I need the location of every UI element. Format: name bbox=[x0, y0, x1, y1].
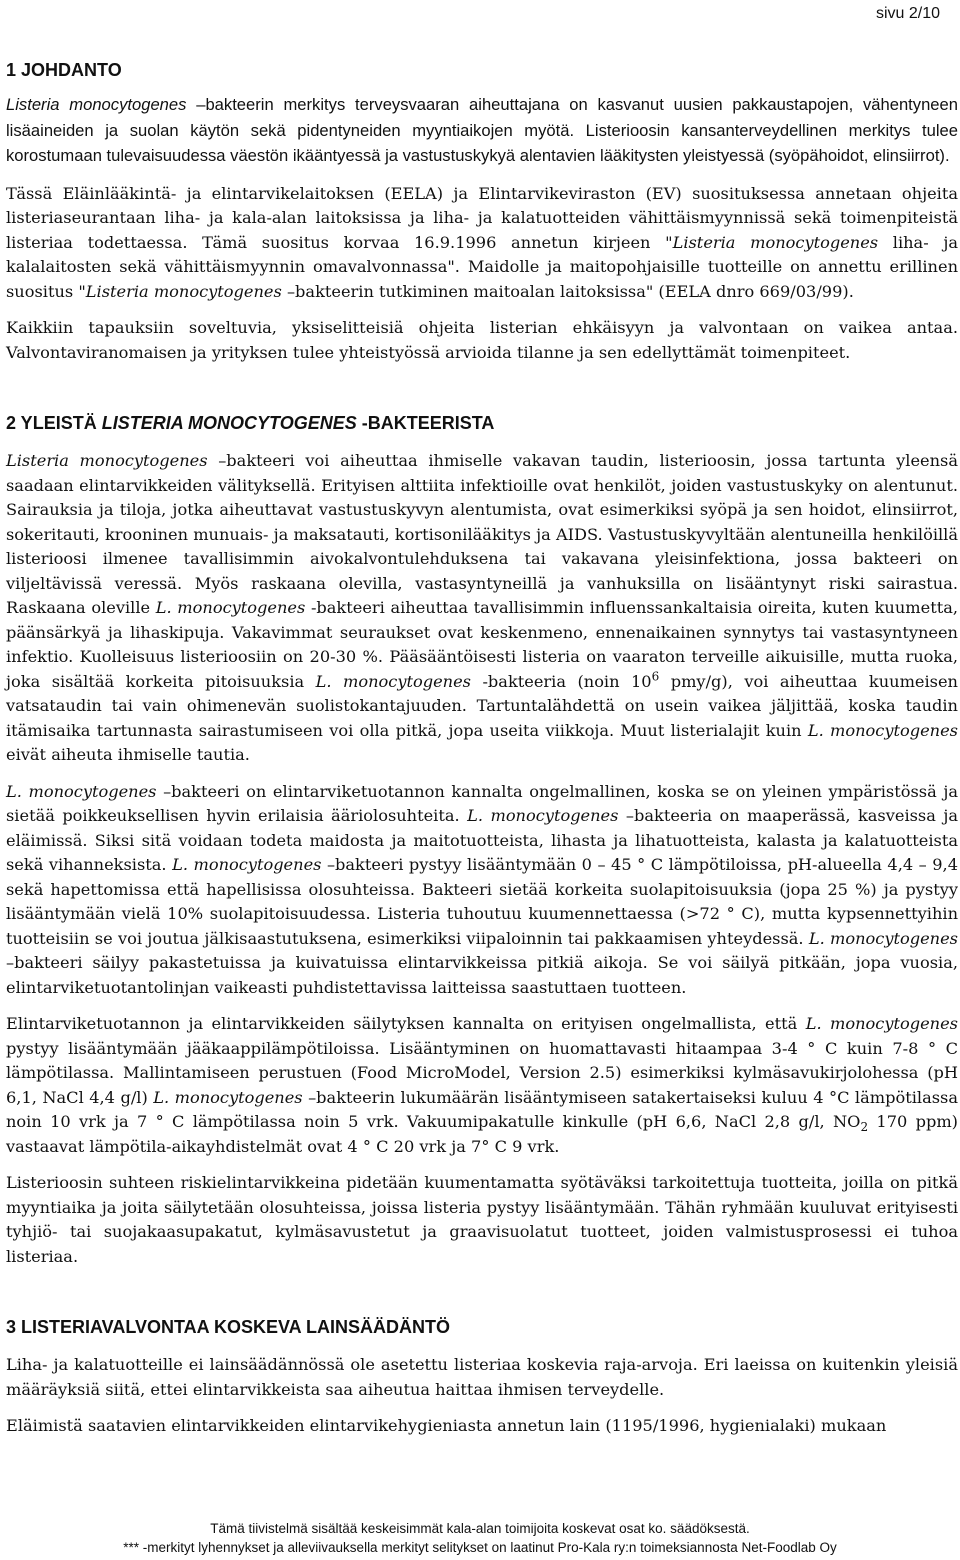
section-1-heading: 1 JOHDANTO bbox=[6, 60, 122, 80]
section-1-paragraph-1: Listeria monocytogenes –bakteerin merkitys terveysvaaran aiheuttajana on kasvanut uusien pakkaustapojen, vähentyneen lisäaineiden ja suolan käytön sekä pidentyneiden myyntiaikojen myötä. Listerioosin kansanterveydellinen merkitys tulee korostumaan tulevaisuudessa väestön ikääntyessä ja vastustuskykyä alentavien lääkitysten yleistyessä (syöpähoidot, elinsiirrot). bbox=[6, 95, 958, 165]
section-2-heading: 2 YLEISTÄ LISTERIA MONOCYTOGENES -BAKTEERISTA bbox=[6, 413, 495, 433]
section-2-paragraph-1: Listeria monocytogenes –bakteeri voi aiheuttaa ihmiselle vakavan taudin, listerioosin, jossa tartunta yleensä saadaan elintarvikkeiden välityksellä. Erityisen alttiita infektioille ovat henkilöt, joiden vastustuskyky on alentunut. Sairauksia ja tiloja, jotka aiheuttavat vastustuskyvyn alentumista, ovat esimerkiksi syöpä ja sen hoidot, elinsiirrot, sokeritauti, krooninen munuais- ja maksatauti, kortisonilääkitys ja AIDS. Vastustuskyvyltään alentuneilla henkilöillä listerioosi ilmenee tavallisimmin aivokalvontulehduksena tai vakavana yleisinfektiona, jossa bakteeri on viljeltävissä veressä. Myös raskaana olevilla, vastasyntyneillä ja vanhuksilla on lisääntynyt riski sairastua. Raskaana oleville L. monocytogenes -bakteeri aiheuttaa tavallisimmin influenssankaltaisia oireita, kuten kuumetta, päänsärkyä ja lihaskipuja. Vakavimmat seuraukset ovat keskenmeno, ennenaikainen synnytys tai vastasyntyneen infektio. Kuolleisuus listerioosiin on 20-30 %. Pääsääntöisesti listeria on vaaraton terveille aikuisille, mutta ruoka, joka sisältää korkeita pitoisuuksia L. monocytogenes -bakteeria (noin $10^6$ pmy/g), voi aiheuttaa kuumeisen vatsataudin tai vain ohimenevän suolistokantajuuden. Tartuntalähdettä on usein vaikea jäljittää, koska taudin itämisaika tartunnasta sairastumiseen voi olla pitkä, jopa useita viikkoja. Muut listerialajit kuin L. monocytogenes eivät aiheuta ihmiselle tautia. bbox=[6, 451, 959, 764]
footer-note-2: *** -merkityt lyhennykset ja alleviivauksella merkityt selitykset on laatinut Pro-Kala ry:n toimeksiannosta Net-Foodlab Oy bbox=[123, 1540, 837, 1555]
document-body bbox=[6, 58, 958, 1439]
species-name: Listeria monocytogenes bbox=[6, 95, 187, 114]
footer-note-1: Tämä tiivistelmä sisältää keskeisimmät kala-alan toimijoita koskevat osat ko. säädöksestä. bbox=[210, 1521, 750, 1536]
section-1-paragraph-3: Kaikkiin tapauksiin soveltuvia, yksiselitteisiä ohjeita listerian ehkäisyyn ja valvontaan on vaikea antaa. Valvontaviranomaisen ja yrityksen tulee yhteistyössä arvioida tilanne ja sen edellyttämät toimenpiteet. bbox=[6, 318, 958, 362]
section-3-paragraph-2: Eläimistä saatavien elintarvikkeiden elintarvikehygieniasta annetun lain (1195/1996, hygienialaki) mukaan bbox=[6, 1416, 887, 1435]
section-2-paragraph-2: L. monocytogenes –bakteeri on elintarviketuotannon kannalta ongelmallinen, koska se on yleinen ympäristössä ja sietää poikkeuksellisen hyvin erilaisia ääriolosuhteita. L. monocytogenes –bakteeria on maaperässä, kasveissa ja eläimissä. Siksi sitä voidaan todeta maidosta ja maitotuotteista, lihasta ja lihatuotteista, kalasta ja kalatuotteista sekä vihanneksista. L. monocytogenes –bakteeri pystyy lisääntymään 0 – 45 ° C lämpötiloissa, pH-alueella 4,4 – 9,4 sekä hapettomissa että hapellisissa olosuhteissa. Bakteeri sietää korkeita suolapitoisuuksia (jopa 25 %) ja pystyy lisääntymään vielä 10% suolapitoisuudessa. Listeria tuhoutuu kuumennettaessa (>72 ° C), mutta kypsennettyihin tuotteisiin se voi joutua jälkisaastutuksena, esimerkiksi viipaloinnin tai pakkaamisen yhteydessä. L. monocytogenes –bakteeri säilyy pakastetuissa ja kuivatuissa elintarvikkeissa pitkiä aikoja. Se voi säilyä pitkään, jopa vuosia, elintarviketuotantolinjan vaikeasti puhdistettavissa laitteissa saastuttaen tuotteen. bbox=[6, 781, 959, 997]
section-1-paragraph-2: Tässä Eläinlääkintä- ja elintarvikelaitoksen (EELA) ja Elintarvikeviraston (EV) suosituksessa annetaan ohjeita listeriaseurantaan liha- ja kala-alan laitoksissa ja liha- ja kalatuotteiden vähittäismyynnissä sekä toimenpiteistä listeriaa todettaessa. Tämä suositus korvaa 16.9.1996 annetun kirjeen "Listeria monocytogenes liha- ja kalalaitosten sekä vähittäismyynnin omavalvonnassa". Maidolle ja maitopohjaisille tuotteille on annettu erillinen suositus "Listeria monocytogenes –bakteerin tutkiminen maitoalan laitoksissa" (EELA dnro 669/03/99). bbox=[6, 183, 958, 301]
section-2-paragraph-4: Listerioosin suhteen riskielintarvikkeina pidetään kuumentamatta syötäväksi tarkoitettuja tuotteita, joilla on pitkä myyntiaika ja joita säilytetään olosuhteissa, joissa listeria pystyy lisääntymään. Tähän ryhmään kuuluvat erityisesti tyhjiö- tai suojakaasupakatut, kylmäsavustetut ja graavisuolatut tuotteet, joiden valmistusprosessi ei tuhoa listeriaa. bbox=[6, 1173, 958, 1266]
page-number: sivu 2/10 bbox=[875, 5, 940, 22]
section-2-paragraph-3: Elintarviketuotannon ja elintarvikkeiden säilytyksen kannalta on erityisen ongelmallista, että L. monocytogenes pystyy lisääntymään jääkaappilämpötiloissa. Lisääntyminen on huomattavasti hitaampaa 3-4 ° C kuin 7-8 ° C lämpötilassa. Mallintamiseen perustuen (Food MicroModel, Version 2.5) esimerkiksi kylmäsavukirjolohessa (pH 6,1, NaCl 4,4 g/l) L. monocytogenes –bakteerin lukumäärän lisääntymiseen satakertaiseksi kuluu 4 °C lämpötilassa noin 10 vrk ja 7 ° C lämpötilassa noin 5 vrk. Vakuumipakatulle kinkulle (pH 6,6, NaCl 2,8 g/l, $NO_2$ 170 ppm) vastaavat lämpötila-aikayhdistelmät ovat 4 ° C 20 vrk ja 7° C 9 vrk. bbox=[6, 1014, 958, 1156]
section-3-heading: 3 LISTERIAVALVONTAA KOSKEVA LAINSÄÄDÄNTÖ bbox=[6, 1317, 451, 1337]
section-3-paragraph-1: Liha- ja kalatuotteille ei lainsäädännössä ole asetettu listeriaa koskevia raja-arvoja. Eri laeissa on kuitenkin yleisiä määräyksiä siitä, ettei elintarvikkeista saa aiheutua haittaa ihmisen terveydelle. bbox=[6, 1355, 958, 1399]
